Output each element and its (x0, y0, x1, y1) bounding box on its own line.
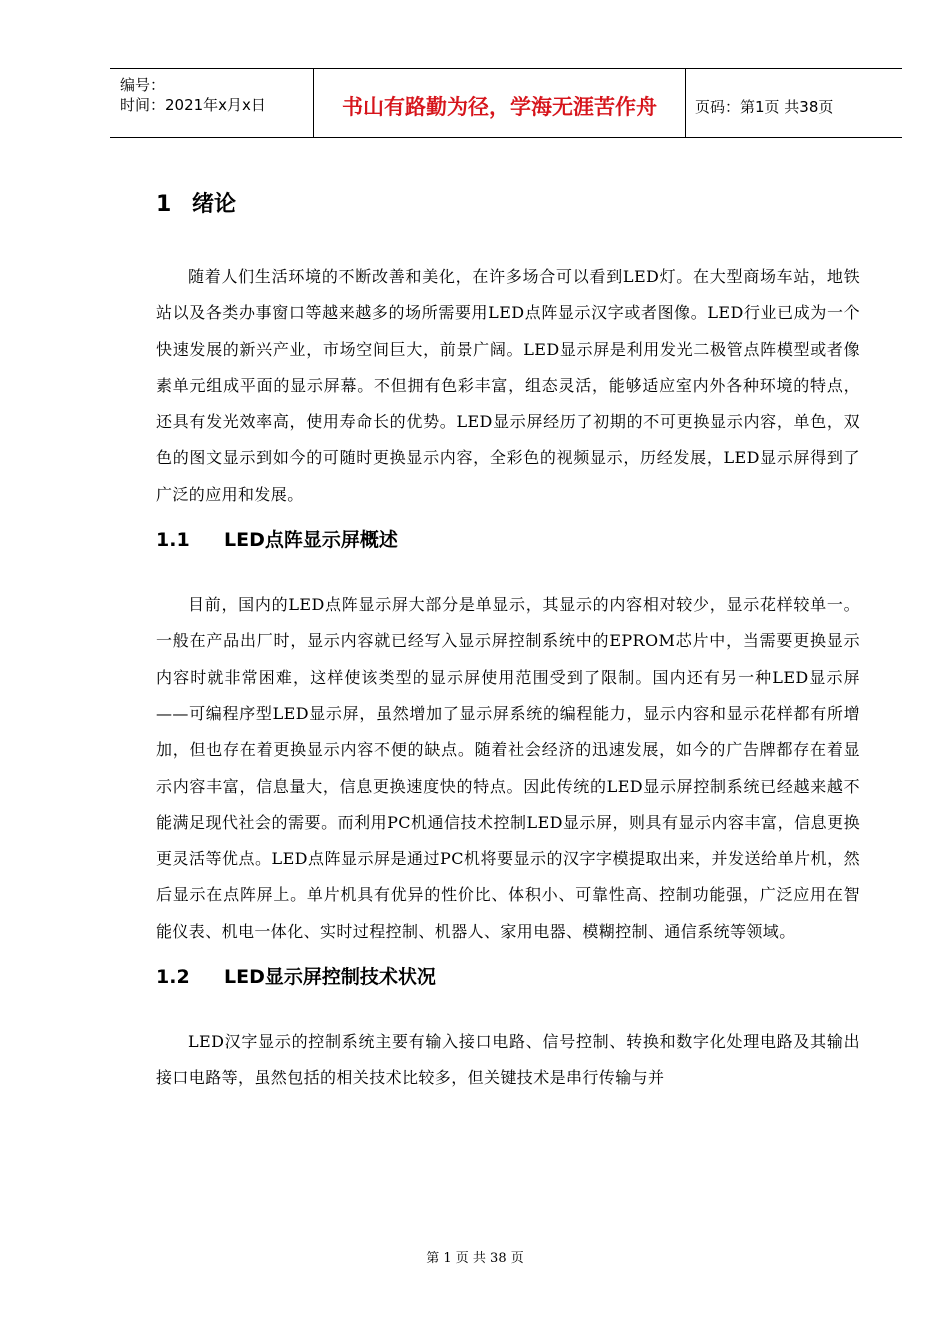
section-title: LED显示屏控制技术状况 (224, 966, 436, 989)
document-body (156, 185, 860, 1105)
header-motto: 书山有路勤为径，学海无涯苦作舟 (313, 69, 686, 137)
page-footer: 第 1 页 共 38 页 (426, 1251, 524, 1266)
section-1-2-paragraph: LED汉字显示的控制系统主要有输入接口电路、信号控制、转换和数字化处理电路及其输出接口电路等，虽然包括的相关技术比较多，但关键技术是串行传输与并 (156, 1032, 860, 1088)
intro-paragraph: 随着人们生活环境的不断改善和美化，在许多场合可以看到LED灯。在大型商场车站，地铁站以及各类办事窗口等越来越多的场所需要用LED点阵显示汉字或者图像。LED行业已成为一个快速发展的新兴产业，市场空间巨大，前景广阔。LED显示屏是利用发光二极管点阵模型或者像素单元组成平面的显示屏幕。不但拥有色彩丰富，组态灵活，能够适应室内外各种环境的特点，还具有发光效率高，使用寿命长的优势。LED显示屏经历了初期的不可更换显示内容，单色，双色的图文显示到如今的可随时更换显示内容，全彩色的视频显示，历经发展，LED显示屏得到了广泛的应用和发展。 (156, 267, 860, 504)
section-1-1-paragraph: 目前，国内的LED点阵显示屏大部分是单显示，其显示的内容相对较少，显示花样较单一。一般在产品出厂时，显示内容就已经写入显示屏控制系统中的EPROM芯片中，当需要更换显示内容时就非常困难，这样使该类型的显示屏使用范围受到了限制。国内还有另一种LED显示屏——可编程序型LED显示屏，虽然增加了显示屏系统的编程能力，显示内容和显示花样都有所增加，但也存在着更换显示内容不便的缺点。随着社会经济的迅速发展，如今的广告牌都存在着显示内容丰富，信息量大，信息更换速度快的特点。因此传统的LED显示屏控制系统已经越来越不能满足现代社会的需要。而利用PC机通信技术控制LED显示屏，则具有显示内容丰富，信息更换更灵活等优点。LED点阵显示屏是通过PC机将要显示的汉字字模提取出来，并发送给单片机，然后显示在点阵屏上。单片机具有优异的性价比、体积小、可靠性高、控制功能强，广泛应用在智能仪表、机电一体化、实时过程控制、机器人、家用电器、模糊控制、通信系统等领域。 (156, 595, 860, 941)
header-time-label: 时间：2021年x月x日 (120, 96, 266, 114)
header-page-info: 页码：第1页 共38页 (695, 97, 834, 116)
chapter-heading (156, 185, 860, 225)
chapter-number: 1 (156, 192, 172, 217)
chapter-title: 绪论 (192, 192, 237, 217)
section-heading-1-1 (156, 521, 860, 559)
document-header (110, 68, 902, 138)
header-number-label: 编号： (120, 76, 166, 94)
section-number: 1.1 (156, 529, 190, 552)
section-number: 1.2 (156, 966, 190, 989)
section-title: LED点阵显示屏概述 (224, 529, 398, 552)
section-heading-1-2 (156, 958, 860, 996)
header-meta (110, 69, 313, 137)
